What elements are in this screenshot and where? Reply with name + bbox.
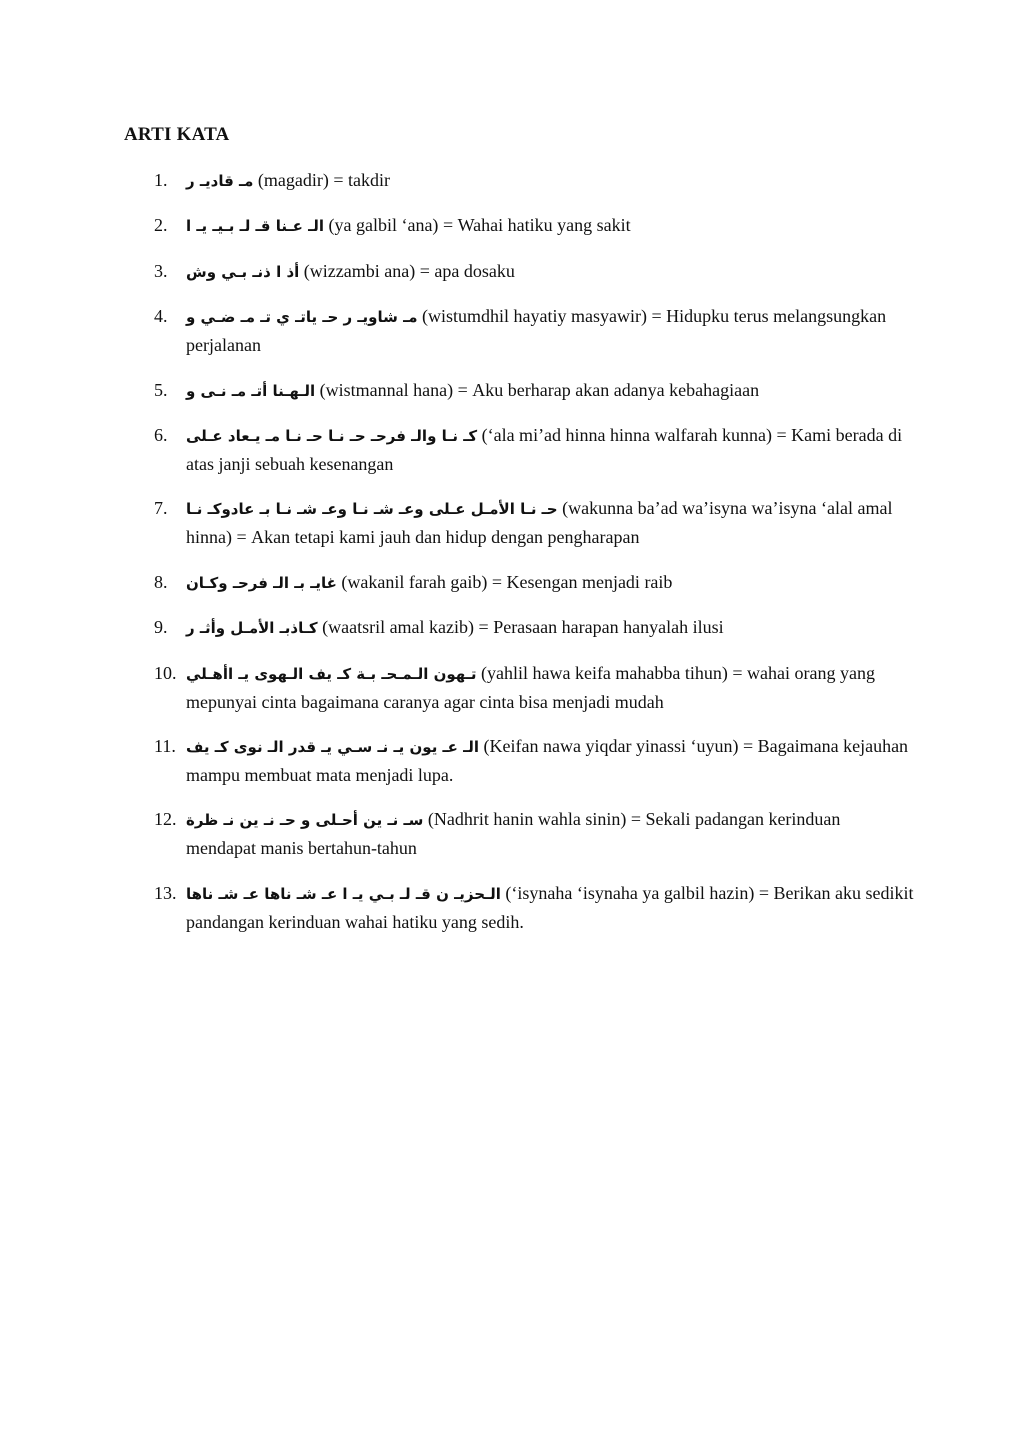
item-number: 12.	[154, 809, 177, 830]
meaning: Berikan aku sedikit pandangan kerinduan wahai hatiku yang sedih.	[186, 882, 914, 932]
arabic-phrase: مـ شاويـ ر حـ ياتـ ي تـ مـ ضـي و	[186, 308, 418, 327]
arabic-phrase: الـهـنا أتـ مـ نـى و	[186, 381, 316, 400]
arabic-phrase: كـاذبـ الأمـل وأثـ ر	[186, 619, 318, 638]
item-number: 4.	[154, 306, 168, 327]
list-item	[154, 421, 914, 478]
arabic-phrase: أذ ا ذنـ بـي وش	[186, 262, 300, 281]
arabic-phrase: الـ عـ يون يـ نـ سـي يـ قدر الـ نوى كـ يف	[186, 737, 480, 756]
item-number: 8.	[154, 571, 168, 592]
meaning: Aku berharap akan adanya kebahagiaan	[472, 379, 760, 400]
list-item	[154, 732, 914, 789]
transliteration: (yahlil hawa keifa mahabba tihun)	[480, 662, 728, 683]
list-item	[154, 166, 914, 195]
meaning: Perasaan harapan hanyalah ilusi	[493, 617, 724, 638]
item-number: 3.	[154, 260, 168, 281]
meaning: Kami berada di atas janji sebuah kesenangan	[186, 424, 903, 474]
item-number: 5.	[154, 379, 168, 400]
arabic-phrase: كـ نـا والـ فرحـ حـ نـا حـ نـا مـ يـعاد عـلى	[186, 426, 478, 445]
arabic-phrase: مـ قاديـ ر	[186, 172, 254, 190]
transliteration: (‘ala mi’ad hinna hinna walfarah kunna)	[481, 424, 772, 445]
equals-sign: =	[236, 527, 247, 548]
transliteration: (wakanil farah gaib)	[341, 571, 488, 592]
list-item	[154, 494, 914, 551]
item-number: 6.	[154, 424, 168, 445]
meaning: Hidupku terus melangsungkan perjalanan	[186, 306, 887, 356]
equals-sign: =	[776, 424, 787, 445]
transliteration: (wistumdhil hayatiy masyawir)	[422, 306, 647, 327]
list-item	[154, 568, 914, 597]
page-heading: ARTI KATA	[124, 124, 230, 145]
arabic-phrase: غايـ بـ الـ فرحـ وكـان	[186, 573, 337, 592]
meaning: wahai orang yang mepunyai cinta bagaimana caranya agar cinta bisa menjadi mudah	[186, 662, 875, 712]
list-item	[154, 805, 914, 862]
list-item	[154, 257, 914, 286]
equals-sign: =	[491, 571, 502, 592]
equals-sign: =	[732, 662, 743, 683]
item-number: 1.	[154, 170, 168, 190]
list-item	[154, 376, 914, 405]
equals-sign: =	[442, 215, 454, 236]
transliteration: (Nadhrit hanin wahla sinin)	[427, 809, 627, 830]
meaning: Kesengan menjadi raib	[506, 571, 673, 592]
arabic-phrase: الـحزيـ ن قـ لـ بـي يـ ا عـ شـ ناها عـ شـ ناها	[186, 884, 501, 903]
list-item	[154, 211, 914, 240]
arabic-phrase: حـ نـا الأمـل عـلى وعـ شـ نـا وعـ شـ نـا بـ عادوكـ نـا	[186, 500, 558, 519]
meaning: Bagaimana kejauhan mampu membuat mata menjadi lupa.	[186, 735, 909, 785]
equals-sign: =	[758, 882, 769, 903]
item-number: 7.	[154, 498, 168, 519]
arabic-phrase: الـ عـنا قـ لـ بـيـ يـ ا	[186, 217, 324, 236]
transliteration: (wizzambi ana)	[303, 260, 416, 281]
arabic-phrase: سـ نـ ين أحـلى و حـ نـ ين نـ ظرة	[186, 811, 424, 830]
transliteration: (magadir)	[257, 170, 329, 190]
equals-sign: =	[478, 617, 489, 638]
equals-sign: =	[457, 379, 468, 400]
transliteration: (wistmannal hana)	[319, 379, 454, 400]
item-number: 10.	[154, 662, 177, 683]
transliteration: (Keifan nawa yiqdar yinassi ‘uyun)	[483, 735, 739, 756]
transliteration: (waatsril amal kazib)	[322, 617, 475, 638]
meaning: Wahai hatiku yang sakit	[457, 215, 631, 236]
item-number: 11.	[154, 735, 176, 756]
meaning: Akan tetapi kami jauh dan hidup dengan pengharapan	[251, 527, 640, 548]
item-number: 9.	[154, 617, 168, 638]
equals-sign: =	[651, 306, 662, 327]
meaning: Sekali padangan kerinduan mendapat manis bertahun-tahun	[186, 809, 841, 859]
meaning: apa dosaku	[434, 260, 515, 281]
equals-sign: =	[630, 809, 641, 830]
transliteration: (wakunna ba’ad wa’isyna wa’isyna ‘alal amal hinna)	[186, 498, 893, 548]
equals-sign: =	[333, 170, 344, 190]
item-number: 2.	[154, 215, 168, 236]
equals-sign: =	[742, 735, 754, 756]
transliteration: (‘isynaha ‘isynaha ya galbil hazin)	[505, 882, 755, 903]
transliteration: (ya galbil ‘ana)	[328, 215, 439, 236]
list-item	[154, 613, 914, 642]
meaning: takdir	[348, 170, 391, 190]
equals-sign: =	[419, 260, 430, 281]
list-item	[154, 879, 914, 936]
arabic-phrase: تـهون الـمـحـ بـة كـ يف الـهوى يـ اأهـلي	[186, 664, 477, 683]
list-item	[154, 659, 914, 716]
item-number: 13.	[154, 882, 177, 903]
list-item	[154, 302, 914, 359]
word-meaning-list	[154, 166, 914, 952]
